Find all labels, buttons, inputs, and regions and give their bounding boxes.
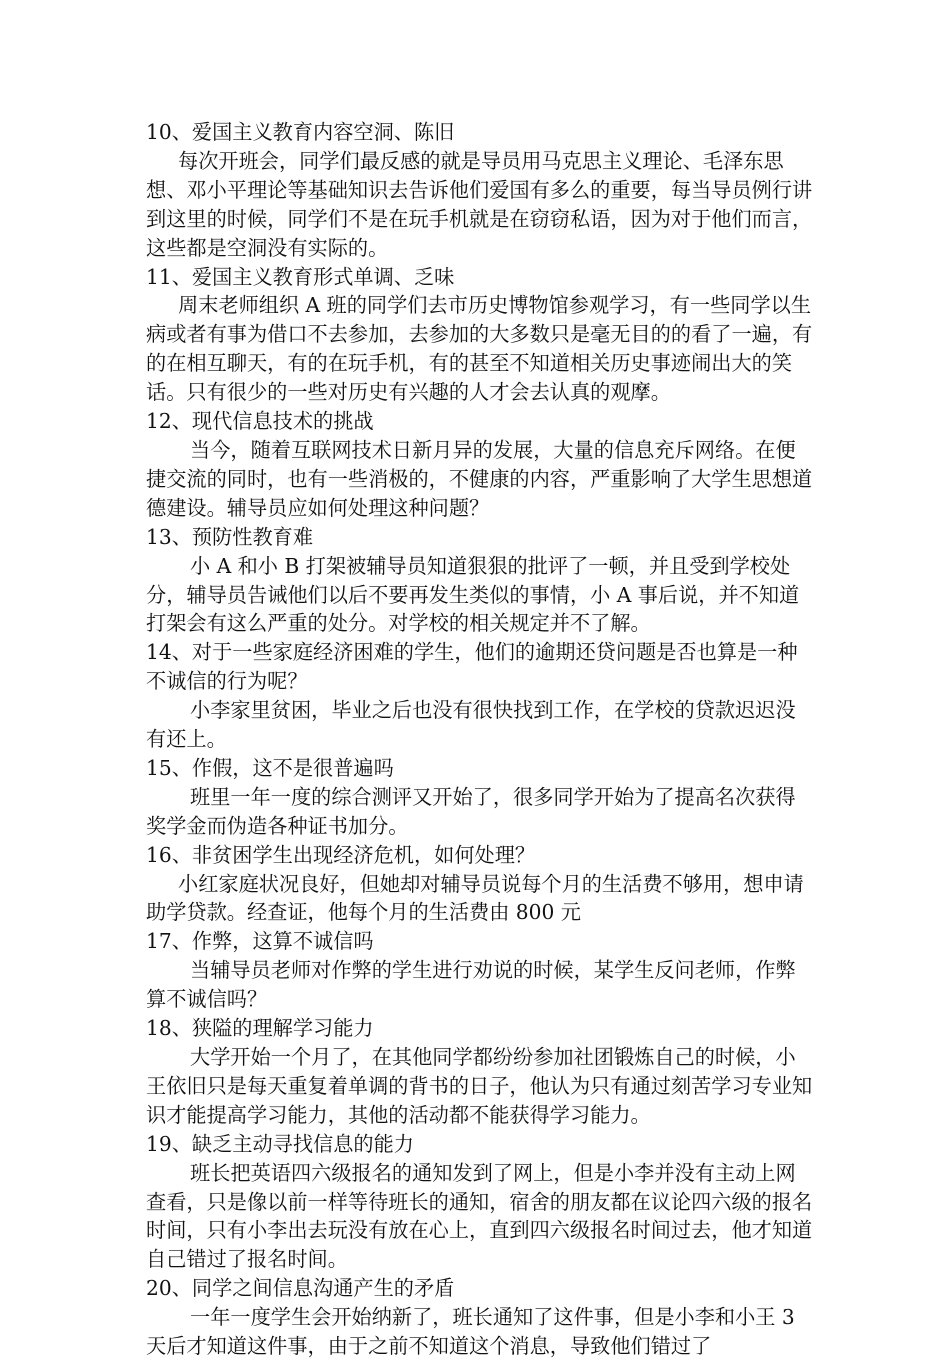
section-19-body: 班长把英语四六级报名的通知发到了网上，但是小李并没有主动上网查看，只是像以前一样等待班长的通知，宿舍的朋友都在议论四六级的报名时间，只有小李出去玩没有放在心上，直到四六级报名时间过去，他才知道自己错过了报名时间。 bbox=[146, 1160, 813, 1272]
section-19-heading: 19、缺乏主动寻找信息的能力 bbox=[146, 1131, 414, 1156]
section-11-heading: 11、爱国主义教育形式单调、乏味 bbox=[146, 264, 455, 289]
section-18-body: 大学开始一个月了，在其他同学都纷纷参加社团锻炼自己的时候，小王依旧只是每天重复着单调的背书的日子，他认为只有通过刻苦学习专业知识才能提高学习能力，其他的活动都不能获得学习能力。 bbox=[146, 1045, 813, 1127]
section-20-heading: 20、同学之间信息沟通产生的矛盾 bbox=[146, 1276, 455, 1301]
section-12-heading: 12、现代信息技术的挑战 bbox=[146, 409, 374, 434]
section-16-body: 小红家庭状况良好，但她却对辅导员说每个月的生活费不够用，想申请助学贷款。经查证，他每个月的生活费由 800 元 bbox=[146, 871, 804, 925]
section-20-body: 一年一度学生会开始纳新了，班长通知了这件事，但是小李和小王 3 天后才知道这件事，由于之前不知道这个消息，导致他们错过了 bbox=[146, 1305, 795, 1359]
section-15-body: 班里一年一度的综合测评又开始了，很多同学开始为了提高名次获得奖学金而伪造各种证书加分。 bbox=[146, 784, 796, 838]
section-12-body: 当今，随着互联网技术日新月异的发展，大量的信息充斥网络。在便捷交流的同时，也有一些消极的，不健康的内容，严重影响了大学生思想道德建设。辅导员应如何处理这种问题？ bbox=[146, 437, 813, 520]
section-16-heading: 16、非贫困学生出现经济危机，如何处理？ bbox=[146, 842, 536, 867]
section-10-heading: 10、爱国主义教育内容空洞、陈旧 bbox=[146, 120, 455, 144]
section-13-heading: 13、预防性教育难 bbox=[146, 524, 314, 549]
section-17-heading: 17、作弊，这算不诚信吗 bbox=[146, 929, 374, 954]
section-14-body: 小李家里贫困，毕业之后也没有很快找到工作，在学校的贷款迟迟没有还上。 bbox=[146, 698, 796, 752]
section-17-body: 当辅导员老师对作弊的学生进行劝说的时候，某学生反问老师，作弊算不诚信吗？ bbox=[146, 958, 796, 1012]
section-14-heading: 14、对于一些家庭经济困难的学生，他们的逾期还贷问题是否也算是一种不诚信的行为呢？ bbox=[146, 640, 798, 694]
section-11-body: 周末老师组织 A 班的同学们去市历史博物馆参观学习，有一些同学以生病或者有事为借口不去参加，去参加的大多数只是毫无目的的看了一遍，有的在相互聊天，有的在玩手机，有的甚至不知道相关历史事迹闹出大的笑话。只有很少的一些对历史有兴趣的人才会去认真的观摩。 bbox=[146, 293, 813, 405]
section-18-heading: 18、狭隘的理解学习能力 bbox=[146, 1016, 374, 1041]
document-page bbox=[146, 118, 814, 1361]
section-15-heading: 15、作假，这不是很普遍吗 bbox=[146, 755, 394, 780]
section-10-body: 每次开班会，同学们最反感的就是导员用马克思主义理论、毛泽东思想、邓小平理论等基础知识去告诉他们爱国有多么的重要，每当导员例行讲到这里的时候，同学们不是在玩手机就是在窃窃私语，因为对于他们而言，这些都是空洞没有实际的。 bbox=[146, 148, 813, 260]
section-13-body: 小 A 和小 B 打架被辅导员知道狠狠的批评了一顿，并且受到学校处分，辅导员告诫他们以后不要再发生类似的事情，小 A 事后说，并不知道打架会有这么严重的处分。对学校的相关规定并不了解。 bbox=[146, 553, 800, 636]
